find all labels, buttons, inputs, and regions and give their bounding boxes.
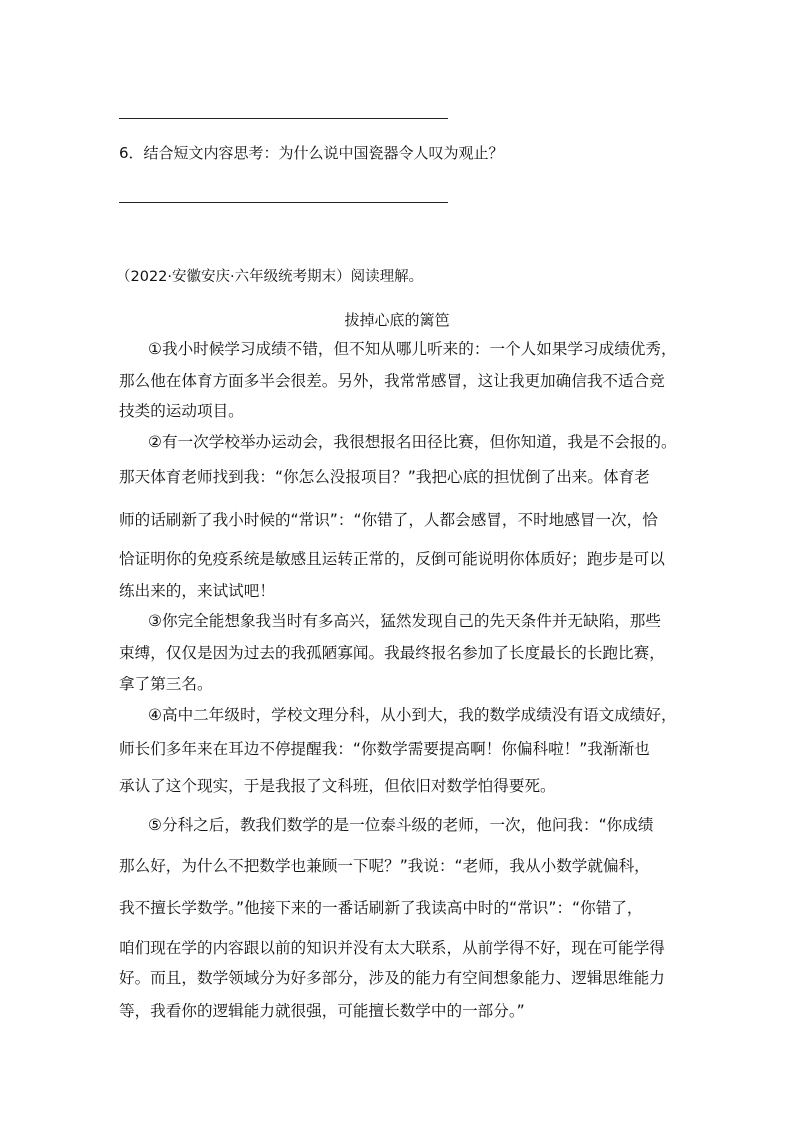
passage-line: 束缚，仅仅是因为过去的我孤陋寡闻。我最终报名参加了长度最长的长跑比赛， (119, 644, 665, 662)
passage-line: 那天体育老师找到我：“你怎么没报项目？”我把心底的担忧倒了出来。体育老 (119, 468, 650, 486)
passage-line: 好。而且，数学领域分为好多部分，涉及的能力有空间想象能力、逻辑思维能力 (119, 969, 665, 987)
passage-line: ①我小时候学习成绩不错，但不知从哪儿听来的：一个人如果学习成绩优秀， (148, 340, 677, 358)
passage-line: 练出来的，来试试吧！ (119, 582, 275, 600)
passage-line: 技类的运动项目。 (119, 402, 244, 420)
passage-line: 那么好，为什么不把数学也兼顾一下呢？”我说：“老师，我从小数学就偏科， (119, 857, 650, 875)
passage-line: 等，我看你的逻辑能力就很强，可能擅长数学中的一部分。” (119, 1002, 525, 1020)
passage-line: 师的话刷新了我小时候的“常识”：“你错了，人都会感冒，不时地感冒一次，恰 (119, 511, 658, 529)
passage-line: ④高中二年级时，学校文理分科，从小到大，我的数学成绩没有语文成绩好， (148, 706, 677, 724)
passage-line: 拿了第三名。 (119, 675, 213, 693)
passage-line: ②有一次学校举办运动会，我很想报名田径比赛，但你知道，我是不会报的。 (148, 433, 677, 451)
answer-line-2 (119, 202, 448, 203)
passage-title: 拔掉心底的篱笆 (344, 311, 450, 329)
passage-line: ③你完全能想象我当时有多高兴，猛然发现自己的先天条件并无缺陷，那些 (148, 612, 661, 630)
question-6: 6．结合短文内容思考：为什么说中国瓷器令人叹为观止？ (119, 144, 504, 162)
passage-line: ⑤分科之后，教我们数学的是一位泰斗级的老师，一次，他问我：“你成绩 (148, 816, 654, 834)
answer-line-1 (119, 118, 448, 119)
passage-line: 我不擅长学数学。”他接下来的一番话刷新了我读高中时的“常识”：“你错了， (119, 899, 643, 917)
passage-line: 师长们多年来在耳边不停提醒我：“你数学需要提高啊！你偏科啦！”我渐渐也 (119, 740, 650, 758)
passage-line: 那么他在体育方面多半会很差。另外，我常常感冒，这让我更加确信我不适合竞 (119, 372, 665, 390)
passage-line: 恰证明你的免疫系统是敏感且运转正常的，反倒可能说明你体质好；跑步是可以 (119, 550, 665, 568)
passage-source: （2022·安徽安庆·六年级统考期末）阅读理解。 (116, 269, 424, 285)
passage-line: 咱们现在学的内容跟以前的知识并没有太大联系，从前学得不好，现在可能学得 (119, 939, 665, 957)
passage-line: 承认了这个现实，于是我报了文科班，但依旧对数学怕得要死。 (119, 777, 556, 795)
